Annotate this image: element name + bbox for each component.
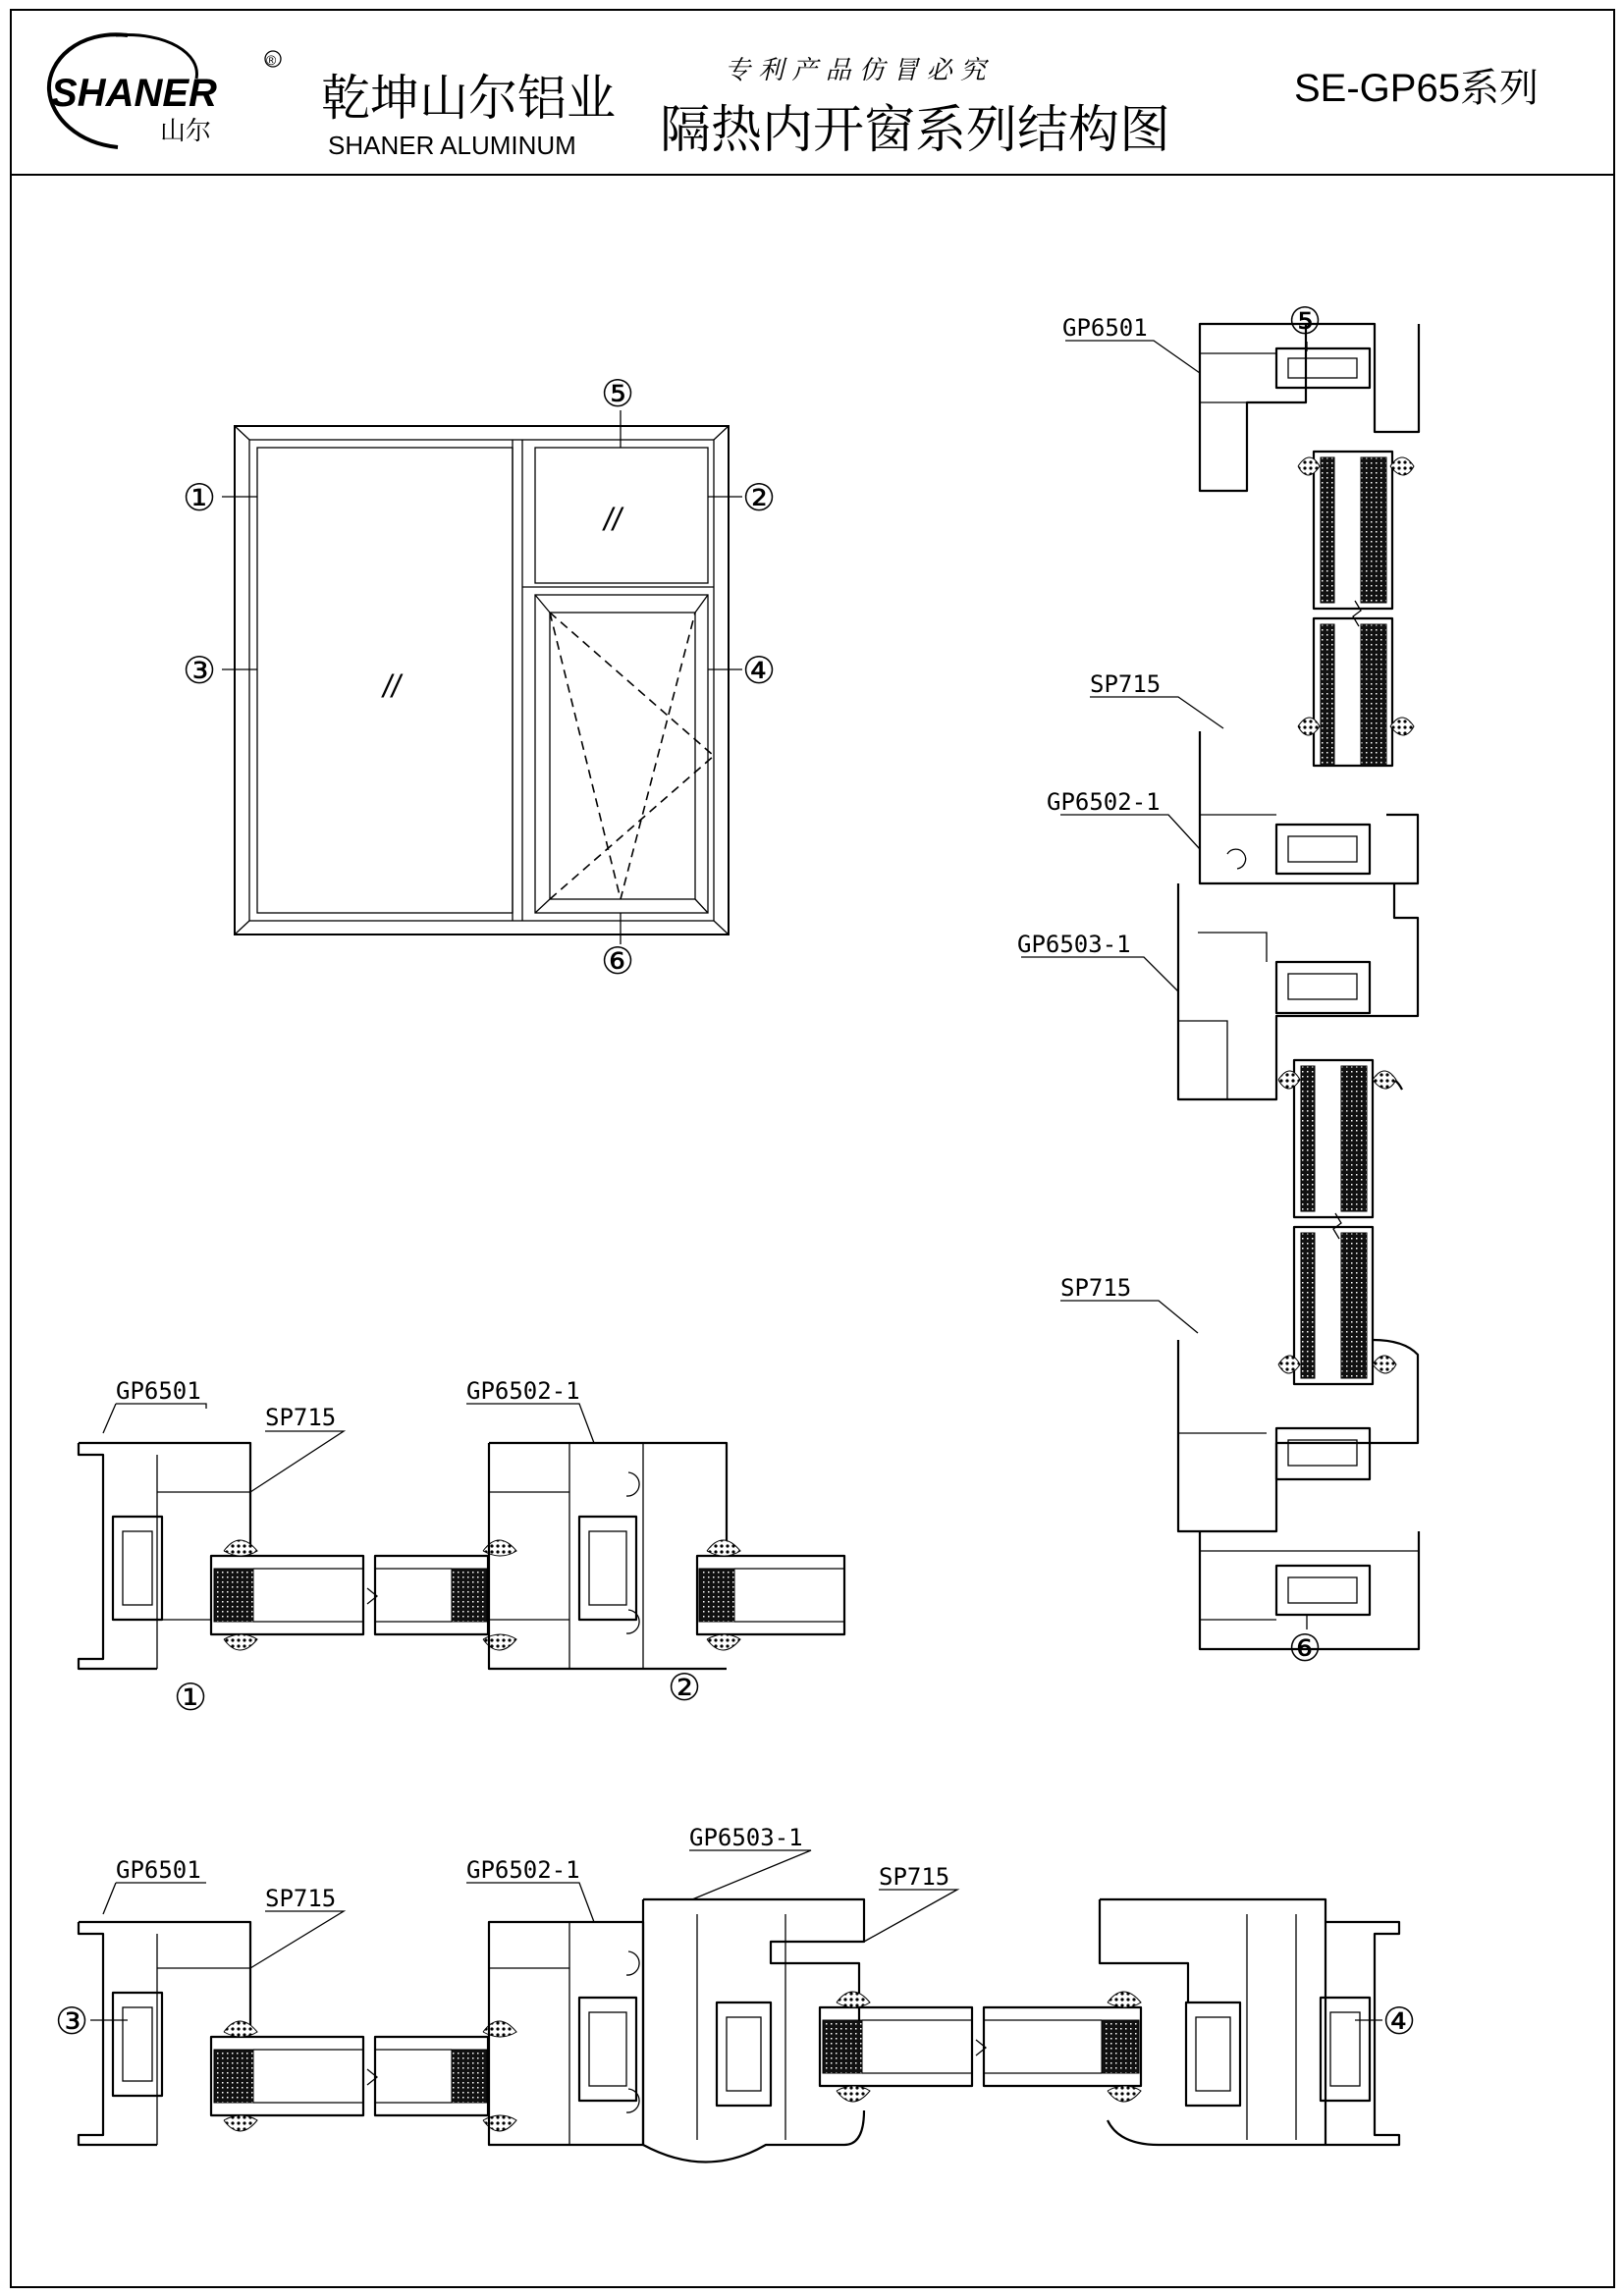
s12-label-gp6502-1: GP6502-1 [466,1377,580,1405]
drawing-title: 隔热内开窗系列结构图 [660,101,1171,160]
s34-label-sp715-2: SP715 [879,1863,950,1891]
s34-marker-3: ③ [55,2000,89,2043]
vs-label-gp6501: GP6501 [1062,314,1148,342]
logo-subtitle: 山尔 [160,116,212,145]
vs-label-sp715-2: SP715 [1060,1274,1132,1302]
company-name-en: SHANER ALUMINUM [328,131,576,160]
s34-label-gp6501: GP6501 [116,1856,201,1884]
vs-label-sp715-1: SP715 [1090,670,1162,698]
marker-4: ④ [742,649,777,692]
s34-marker-4: ④ [1382,2000,1417,2043]
s12-label-sp715: SP715 [265,1404,337,1431]
marker-5: ⑤ [601,372,635,415]
series-code: SE-GP65系列 [1294,67,1539,110]
brand-logo [49,34,281,147]
vertical-section [1021,324,1419,1649]
marker-2: ② [742,476,777,519]
section-1-2 [79,1404,844,1669]
vs-marker-5: ⑤ [1288,299,1323,343]
vs-marker-6: ⑥ [1288,1627,1323,1670]
s34-label-gp6502-1: GP6502-1 [466,1856,580,1884]
vs-label-gp6502-1: GP6502-1 [1047,788,1161,816]
s34-label-gp6503-1: GP6503-1 [689,1824,803,1851]
marker-6: ⑥ [601,939,635,983]
s12-label-gp6501: GP6501 [116,1377,201,1405]
vs-label-gp6503-1: GP6503-1 [1017,931,1131,958]
logo-wordmark: SHANER [51,72,217,115]
glass-mark-fixed: // [383,668,401,704]
window-elevation [222,410,742,944]
company-name-cn: 乾坤山尔铝业 [321,70,616,127]
marker-1: ① [183,476,217,519]
s12-marker-2: ② [668,1666,702,1709]
s34-label-sp715-1: SP715 [265,1885,337,1912]
patent-notice: 专 利 产 品 仿 冒 必 究 [725,56,986,85]
registered-mark: ® [266,52,277,68]
s12-marker-1: ① [174,1676,208,1719]
glass-mark-transom: // [604,502,622,537]
marker-3: ③ [183,649,217,692]
